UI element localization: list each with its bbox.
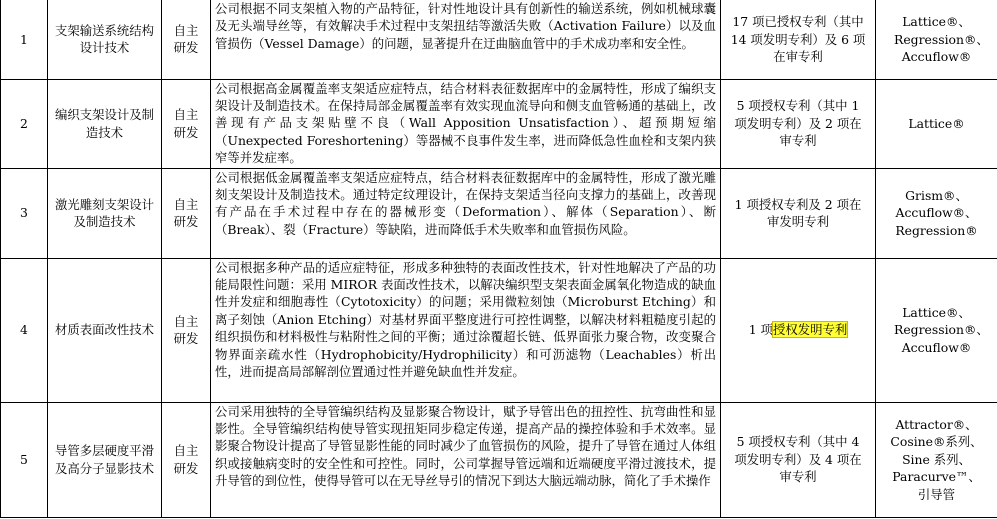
applied-products: Lattice®	[876, 79, 997, 168]
table-row	[1, 168, 997, 258]
table-row	[1, 402, 997, 517]
tech-name: 支架输送系统结构设计技术	[48, 0, 162, 79]
patent-status	[721, 258, 876, 402]
tech-source: 自主研发	[162, 168, 211, 258]
row-number: 3	[1, 168, 48, 258]
row-number: 5	[1, 402, 48, 517]
tech-description: 公司采用独特的全导管编织结构及显影聚合物设计，赋予导管出色的扭控性、抗弯曲性和显影性。全导管编织结构使导管实现扭矩同步稳定传递，提高产品的操控体验和手术效率。显影聚合物设计提高了导管显影性能的同时减少了血管损伤的风险，提升了导管在通过人体组织或接触病变时的安全性和可控性。同时，公司掌握导管远端和近端硬度平滑过渡技术，提升导管的到位性，使得导管可以在无导丝导引的情况下到达大脑远端动脉，简化了手术操作	[211, 402, 721, 517]
tech-source: 自主研发	[162, 258, 211, 402]
tech-name: 激光雕刻支架设计及制造技术	[48, 168, 162, 258]
applied-products: Grism®、Accuflow®、Regression®	[876, 168, 997, 258]
table-row	[1, 79, 997, 168]
table-row	[1, 258, 997, 402]
patent-status: 1 项授权专利及 2 项在审发明专利	[721, 168, 876, 258]
row-number: 1	[1, 0, 48, 79]
tech-description: 公司根据多种产品的适应症特征，形成多种独特的表面改性技术，针对性地解决了产品的功能局限性问题：采用 MIROR 表面改性技术，以解决编织型支架表面金属氧化物造成的缺血性并发症和细胞毒性（Cytotoxicity）的问题；采用微粒刻蚀（Microburst Etching）和离子刻蚀（Anion Etching）对基材界面平整度进行可控性调整，以解决材料粗糙度引起的组织损伤和材料极性与粘附性之间的平衡；通过涂覆超长链、低界面张力聚合物，改变聚合物界面亲疏水性（Hydrophobicity/Hydrophilicity）和可沥滤物（Leachables）析出性，进而提高局部解剖位置通过性并避免缺血性并发症。	[211, 258, 721, 402]
highlighted-text[interactable]: 授权发明专利	[772, 322, 848, 338]
row-number: 2	[1, 79, 48, 168]
applied-products: Lattice®、Regression®、Accuflow®	[876, 258, 997, 402]
tech-source: 自主研发	[162, 402, 211, 517]
patent-status: 17 项已授权专利（其中 14 项发明专利）及 6 项在审专利	[721, 0, 876, 79]
row-number: 4	[1, 258, 48, 402]
applied-products: Lattice®、Regression®、Accuflow®	[876, 0, 997, 79]
applied-products: Attractor®、Cosine®系列、Sine 系列、Paracurve™、引导管	[876, 402, 997, 517]
tech-description: 公司根据低金属覆盖率支架适应症特点，结合材料表征数据库中的金属特性，形成了激光雕刻支架设计及制造技术。通过特定纹理设计，在保持支架适当径向支撑力的基础上，改善现有产品在手术过程中存在的器械形变（Deformation）、解体（Separation）、断（Break）、裂（Fracture）等缺陷，进而降低手术失败率和血管损伤风险。	[211, 168, 721, 258]
tech-description: 公司根据不同支架植入物的产品特征，针对性地设计具有创新性的输送系统，例如机械球囊及无头端导丝等，有效解决手术过程中支架扭结等激活失败（Activation Failure）以及血管损伤（Vessel Damage）的问题，显著提升在迂曲脑血管中的手术成功率和安全性。	[211, 0, 721, 79]
tech-name: 材质表面改性技术	[48, 258, 162, 402]
patent-status: 5 项授权专利（其中 1 项发明专利）及 2 项在审专利	[721, 79, 876, 168]
table-row	[1, 0, 997, 79]
patent-status: 5 项授权专利（其中 4 项发明专利）及 4 项在审专利	[721, 402, 876, 517]
tech-name: 导管多层硬度平滑及高分子显影技术	[48, 402, 162, 517]
patent-count: 1 项	[748, 322, 773, 338]
tech-name: 编织支架设计及制造技术	[48, 79, 162, 168]
tech-source: 自主研发	[162, 0, 211, 79]
tech-description: 公司根据高金属覆盖率支架适应症特点，结合材料表征数据库中的金属特性，形成了编织支架设计及制造技术。在保持局部金属覆盖率有效实现血流导向和侧支血管畅通的基础上，改善现有产品支架贴壁不良（Wall Apposition Unsatisfaction）、超预期短缩（Unexpected Foreshortening）等器械不良事件发生率，进而降低急性血栓和支架内狭窄等并发症率。	[211, 79, 721, 168]
tech-source: 自主研发	[162, 79, 211, 168]
